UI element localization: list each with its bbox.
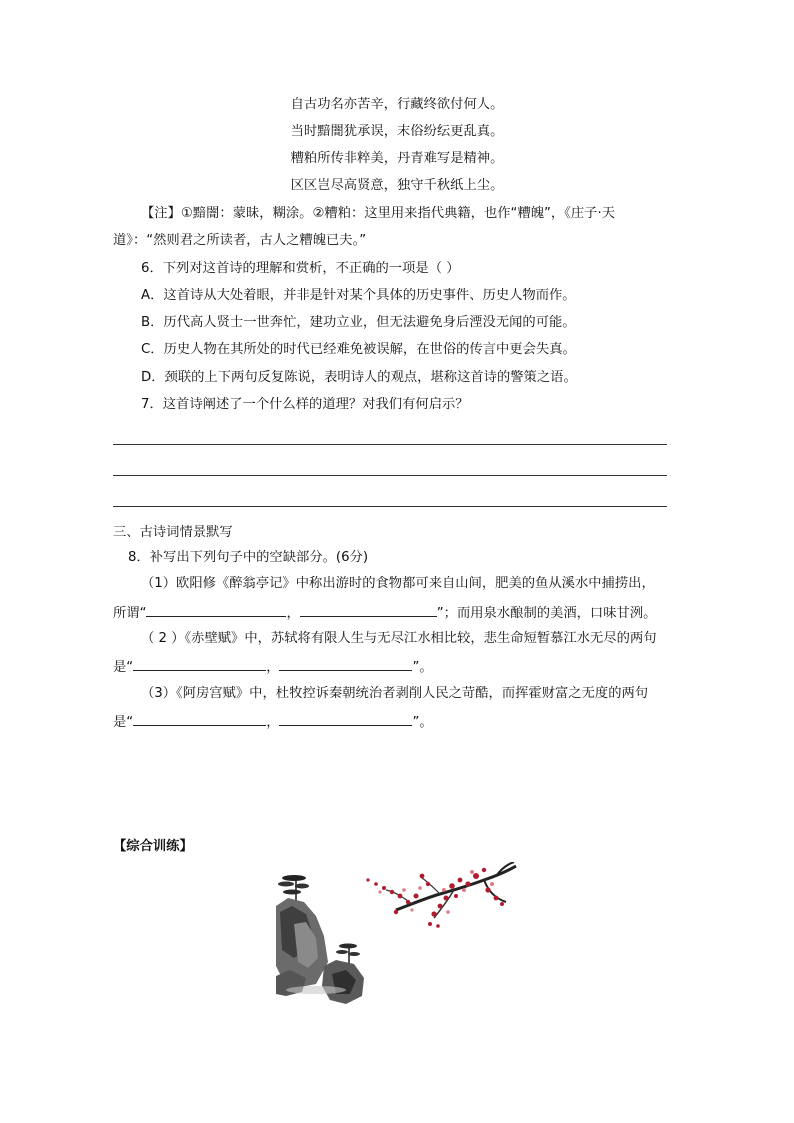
q8-item-3-line-1: （3）《阿房宫赋》中，杜牧控诉秦朝统治者剥削人民之苛酷，而挥霍财富之无度的两句 [141, 686, 649, 701]
fill-blank-3b[interactable] [279, 712, 412, 726]
answer-line-2[interactable] [113, 475, 667, 476]
note-line-1: 【注】①黯闇：蒙昧，糊涂。②糟粕：这里用来指代典籍，也作“糟魄”，《庄子·天 [141, 206, 615, 221]
q6-stem: 6．下列对这首诗的理解和赏析，不正确的一项是（ ） [141, 261, 460, 276]
q6-option-d: D．颈联的上下两句反复陈说，表明诗人的观点，堪称这首诗的警策之语。 [141, 370, 577, 385]
q8-item-2-sep: ， [266, 660, 280, 675]
fill-blank-2a[interactable] [133, 657, 266, 671]
fill-blank-1b[interactable] [300, 603, 437, 617]
q8-item-3-prefix: 是“ [113, 715, 134, 730]
q8-item-3-suffix: ”。 [412, 715, 433, 730]
note-line-2: 道》：“然则君之所读者，古人之糟魄已夫。” [113, 233, 367, 248]
q6-option-a: A．这首诗从大处着眼，并非是针对某个具体的历史事件、历史人物而作。 [141, 288, 576, 303]
q8-item-2-line-1: （ 2 ）《赤壁赋》中，苏轼将有限人生与无尽江水相比较，悲生命短暂慕江水无尽的两句 [141, 631, 657, 646]
q8-item-1-line-1: （1）欧阳修《醉翁亭记》中称出游时的食物都可来自山间，肥美的鱼从溪水中捕捞出， [141, 576, 655, 591]
poem-line-3: 糟粕所传非粹美，丹青难写是精神。 [290, 151, 504, 166]
plum-blossom-illustration [356, 862, 518, 942]
poem-line-1: 自古功名亦苦辛，行藏终欲付何人。 [290, 97, 504, 112]
q8-item-3-line-2 [113, 712, 433, 732]
q8-stem: 8．补写出下列句子中的空缺部分。(6分) [128, 550, 369, 565]
ink-landscape-illustration [276, 866, 368, 1006]
section-heading: 三、古诗词情景默写 [113, 525, 233, 540]
q7-stem: 7．这首诗阐述了一个什么样的道理？对我们有何启示？ [141, 397, 469, 412]
answer-line-3[interactable] [113, 506, 667, 507]
q8-item-2-prefix: 是“ [113, 660, 134, 675]
fill-blank-3a[interactable] [133, 712, 266, 726]
q8-item-1-prefix: 所谓“ [113, 606, 147, 621]
poem-line-2: 当时黯闇犹承误，末俗纷纭更乱真。 [290, 124, 504, 139]
q6-option-c: C．历史人物在其所处的时代已经难免被误解，在世俗的传言中更会失真。 [141, 342, 576, 357]
q8-item-1-line-2 [113, 603, 656, 623]
poem-line-4: 区区岂尽高贤意，独守千秋纸上尘。 [290, 178, 504, 193]
training-heading: 【综合训练】 [113, 839, 193, 854]
q8-item-1-sep: ， [286, 606, 300, 621]
q8-item-2-line-2 [113, 657, 433, 677]
answer-line-1[interactable] [113, 444, 667, 445]
q8-item-3-sep: ， [266, 715, 280, 730]
fill-blank-2b[interactable] [279, 657, 412, 671]
q8-item-2-suffix: ”。 [412, 660, 433, 675]
q6-option-b: B．历代高人贤士一世奔忙，建功立业，但无法避免身后湮没无闻的可能。 [141, 315, 576, 330]
fill-blank-1a[interactable] [146, 603, 286, 617]
q8-item-1-suffix: ”；而用泉水酿制的美酒，口味甘洌。 [436, 606, 657, 621]
